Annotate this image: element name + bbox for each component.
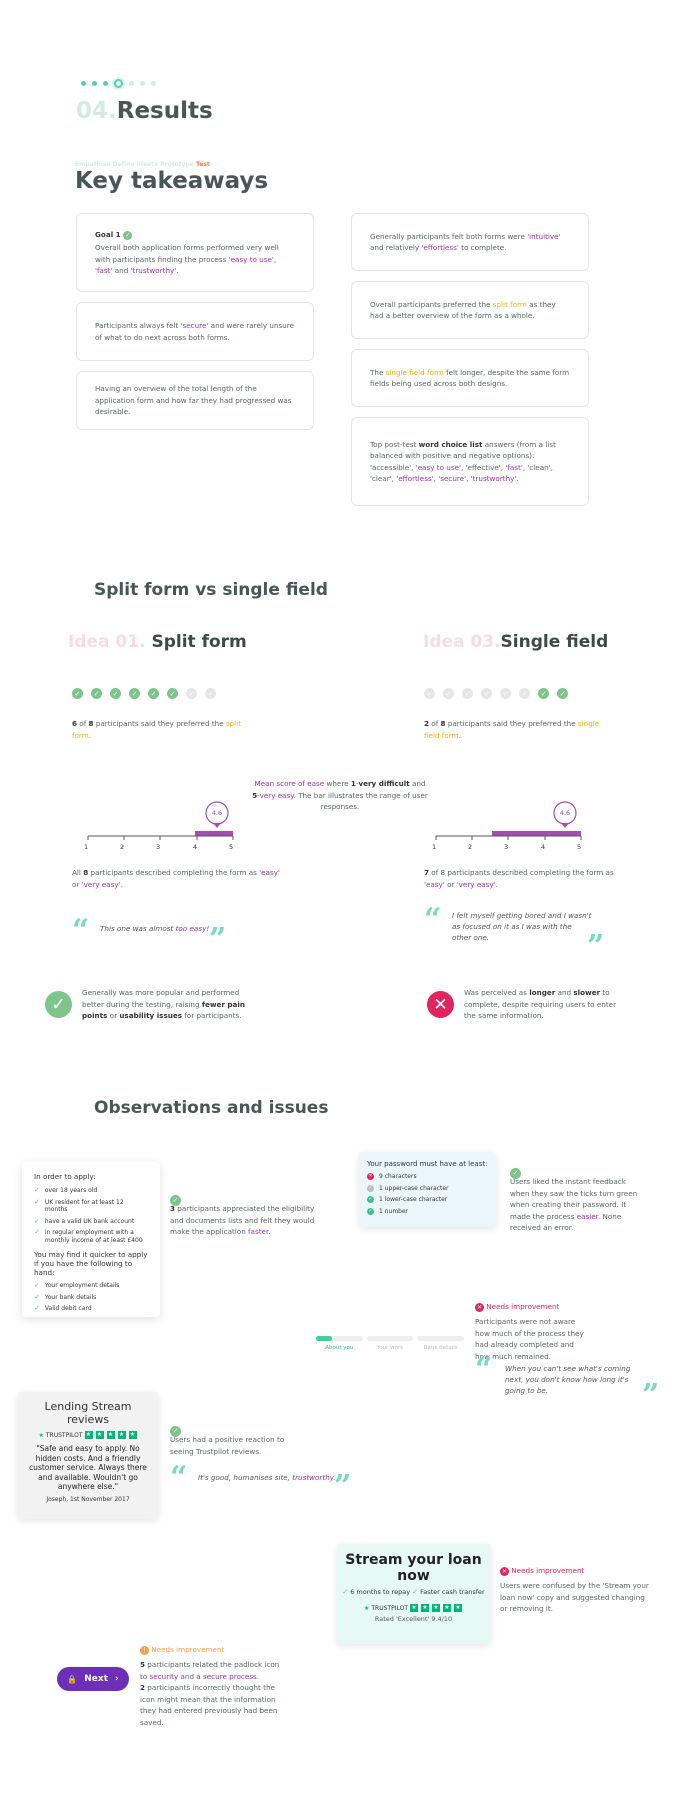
check-icon: ✓ bbox=[170, 1195, 181, 1206]
next-button[interactable]: 🔒 Next › bbox=[57, 1667, 129, 1691]
progress-dot bbox=[129, 81, 134, 86]
takeaway-card: Top post-test word choice list answers (from a list balanced with positive and negative options): 'accessible', 'easy to use', 'effective', 'fast', 'clean', 'clear', 'effortless', 'secure', 'trustworthy'. bbox=[351, 417, 589, 506]
trustpilot-badge: ★ TRUSTPILOT ★ ★ ★ ★ ★ bbox=[364, 1604, 461, 1612]
needs-improvement-label: ✕ Needs improvement bbox=[501, 1566, 585, 1575]
needs-improvement-label: ! Needs improvement bbox=[140, 1645, 224, 1655]
takeaway-card: Overall participants preferred the split form as they had a better overview of the form as a whole. bbox=[351, 281, 589, 339]
section-title: Observations and issues bbox=[94, 1098, 329, 1118]
participant-quote: This one was almost too easy! bbox=[100, 924, 210, 933]
participant-checks bbox=[424, 688, 568, 699]
list-item bbox=[367, 1196, 488, 1204]
check-icon: ✓ bbox=[34, 1216, 40, 1225]
observation-note: 5 participants related the padlock icon to security and a secure process. 2 participants incorrectly thought the icon might mean that the information they had entered previously had been saved. bbox=[140, 1660, 280, 1727]
takeaway-card: Participants always felt 'secure' and were rarely unsure of what to do next across both forms. bbox=[76, 302, 314, 361]
progress-dot-current bbox=[114, 79, 123, 88]
list-item-text: 1 lower-case character bbox=[379, 1196, 448, 1203]
progress-dots bbox=[81, 79, 156, 88]
failure-icon: ✕ bbox=[427, 991, 454, 1018]
list-item bbox=[34, 1199, 148, 1214]
participant-check-icon: ✓ bbox=[110, 688, 121, 699]
observation-note: Users had a positive reaction to seeing Trustpilot reviews. bbox=[170, 1435, 285, 1456]
participant-quote: When you can't see what's coming next, you don't know how long it's going to be. bbox=[505, 1364, 631, 1395]
progress-step: Your work bbox=[367, 1336, 414, 1351]
check-icon: ✓ bbox=[34, 1228, 40, 1236]
open-quote-icon: “ bbox=[72, 913, 90, 948]
form-progress-steps bbox=[316, 1336, 464, 1351]
list-item-text: Your bank details bbox=[44, 1293, 97, 1301]
list-item-text: in regular employment with a monthly income of at least £400 bbox=[44, 1229, 143, 1244]
participant-check-icon: ✓ bbox=[167, 688, 178, 699]
progress-step: Bank details bbox=[417, 1336, 464, 1351]
check-icon: ✓ bbox=[368, 1207, 373, 1214]
progress-step: About you bbox=[316, 1336, 363, 1351]
observation-note: 3 participants appreciated the eligibility and documents lists and felt they would make the application faster. bbox=[170, 1204, 315, 1236]
range-bar bbox=[195, 831, 233, 836]
participant-check-icon: ✓ bbox=[129, 688, 140, 699]
participant-quote: I felt myself getting bored and I wasn't as focused on it as I was with the other one. bbox=[452, 911, 592, 942]
range-bar bbox=[492, 831, 581, 836]
participant-empty-icon: ✓ bbox=[186, 688, 197, 699]
idea-heading: Idea 01. Split form bbox=[68, 632, 247, 652]
idea-heading: Idea 03.Single field bbox=[423, 632, 609, 652]
score-value: 4.6 bbox=[559, 809, 571, 817]
takeaway-card: Goal 1 ✓ Overall both application forms performed very well with participants finding the process 'easy to use', 'fast' and 'trustworthy'. bbox=[76, 213, 314, 292]
close-quote-icon: ” bbox=[587, 929, 605, 964]
preference-text: 6 of 8 participants said they preferred the split form. bbox=[72, 719, 242, 740]
participant-empty-icon: ✓ bbox=[424, 688, 435, 699]
trustpilot-badge: ★ TRUSTPILOT ★ ★ ★ ★ ★ bbox=[38, 1431, 136, 1439]
mean-score-legend: Mean score of ease where 1-very difficult and 5-very easy. The bar illustrates the range of user responses. bbox=[252, 779, 428, 811]
score-marker-pointer bbox=[213, 823, 221, 828]
check-icon: ✓ bbox=[510, 1168, 521, 1179]
list-item bbox=[34, 1305, 148, 1313]
reviews-panel: Lending Stream reviews ★ TRUSTPILOT ★ ★ ★ ★ ★ "Safe and easy to apply. No hidden costs. And a friendly customer service. Always there and available. Wouldn't go anywhere else." Joseph, 1st November 2017 bbox=[18, 1392, 158, 1519]
ease-description: All 8 participants described completing the form as 'easy' or 'very easy'. bbox=[72, 868, 280, 889]
page-title: Key takeaways bbox=[75, 168, 269, 194]
eligibility-panel: In order to apply: ✓ over 18 years old ✓ UK resident for at least 12 months ✓ have a valid UK bank account ✓ in regular employment with a monthly income of at least £400 You may find it quicker to apply if you have the following to hand: ✓ Your employment details ✓ Your bank details ✓ Valid debit card bbox=[22, 1162, 160, 1317]
score-marker-pointer bbox=[561, 823, 569, 828]
close-quote-icon: ” bbox=[209, 922, 227, 957]
takeaway-card: The single field form felt longer, despite the same form fields being used across both designs. bbox=[351, 349, 589, 407]
trustpilot-star-icon: ★ bbox=[38, 1431, 44, 1439]
summary-text: Generally was more popular and performed better during the testing, raising fewer pain points or usability issues for participants. bbox=[82, 988, 245, 1020]
participant-empty-icon: ✓ bbox=[205, 688, 216, 699]
error-icon: ✕ bbox=[368, 1173, 373, 1179]
observation-note: Users were confused by the 'Stream your loan now' copy and suggested changing or removing it. bbox=[500, 1581, 649, 1613]
progress-dot bbox=[151, 81, 156, 86]
check-icon: ✓ bbox=[34, 1186, 40, 1194]
check-icon: ✓ bbox=[125, 231, 131, 239]
participant-empty-icon: ✓ bbox=[462, 688, 473, 699]
results-heading: 04.Results bbox=[76, 98, 213, 124]
error-icon: ✕ bbox=[501, 1568, 508, 1575]
list-item bbox=[367, 1208, 488, 1216]
needs-improvement-label: ✕ Needs improvement bbox=[476, 1302, 560, 1311]
close-quote-icon: ” bbox=[334, 1469, 352, 1504]
list-item-text: Your employment details bbox=[44, 1282, 120, 1289]
list-item bbox=[34, 1229, 148, 1244]
list-item-text: 9 characters bbox=[379, 1173, 417, 1180]
participant-quote: It's good, humanises site, trustworthy. bbox=[198, 1473, 336, 1482]
list-item bbox=[367, 1185, 488, 1193]
trustpilot-star-icon: ★ bbox=[364, 1604, 370, 1612]
list-item bbox=[34, 1218, 148, 1226]
list-item-text: over 18 years old bbox=[44, 1187, 98, 1194]
check-icon: ✓ bbox=[34, 1292, 40, 1301]
list-item bbox=[34, 1294, 148, 1302]
participant-empty-icon: ✓ bbox=[500, 688, 511, 699]
password-rules-panel: Your password must have at least: ✕ 9 characters ✓ 1 upper-case character ✓ 1 lower-case character ✓ 1 number bbox=[359, 1152, 496, 1227]
check-icon: ✓ bbox=[170, 1426, 181, 1437]
padlock-icon: 🔒 bbox=[67, 1674, 78, 1684]
check-icon: ✓ bbox=[34, 1197, 40, 1206]
progress-dot bbox=[103, 81, 108, 86]
check-icon: ✓ bbox=[368, 1184, 373, 1191]
open-quote-icon: “ bbox=[475, 1352, 493, 1387]
check-icon: ✓ bbox=[368, 1196, 373, 1202]
chevron-right-icon: › bbox=[115, 1674, 119, 1684]
stream-loan-banner: Stream your loan now ✓ 6 months to repay ✓ Faster cash transfer ★ TRUSTPILOT ★ ★ ★ ★ ★ Rated 'Excellent' 9.4/10 bbox=[337, 1544, 490, 1644]
ease-description: 7 of 8 participants described completing the form as 'easy' or 'very easy'. bbox=[424, 868, 614, 889]
participant-checks bbox=[72, 688, 216, 699]
open-quote-icon: “ bbox=[170, 1460, 188, 1495]
check-icon: ✓ bbox=[412, 1588, 419, 1596]
participant-check-icon: ✓ bbox=[557, 688, 568, 699]
error-icon: ✕ bbox=[476, 1304, 483, 1311]
participant-check-icon: ✓ bbox=[91, 688, 102, 699]
participant-check-icon: ✓ bbox=[538, 688, 549, 699]
participant-check-icon: ✓ bbox=[148, 688, 159, 699]
score-value: 4.6 bbox=[211, 809, 223, 817]
list-item-text: 1 number bbox=[379, 1207, 409, 1215]
warning-icon: ! bbox=[140, 1646, 149, 1655]
participant-check-icon: ✓ bbox=[72, 688, 83, 699]
list-item-text: have a valid UK bank account bbox=[44, 1217, 135, 1225]
stage-breadcrumb: Empathise Define Ideate Prototype Test bbox=[75, 161, 210, 168]
progress-dot bbox=[81, 81, 86, 86]
open-quote-icon: “ bbox=[424, 902, 442, 937]
summary-text: Was perceived as longer and slower to complete, despite requiring users to enter the same information. bbox=[464, 988, 617, 1020]
check-icon: ✓ bbox=[34, 1304, 40, 1312]
progress-dot bbox=[140, 81, 145, 86]
participant-empty-icon: ✓ bbox=[481, 688, 492, 699]
list-item bbox=[34, 1282, 148, 1290]
participant-empty-icon: ✓ bbox=[443, 688, 454, 699]
list-item bbox=[367, 1173, 488, 1181]
list-item-text: UK resident for at least 12 months bbox=[44, 1198, 124, 1213]
section-title: Split form vs single field bbox=[94, 580, 328, 600]
progress-dot bbox=[92, 81, 97, 86]
list-item-text: 1 upper-case character bbox=[379, 1184, 449, 1192]
success-icon: ✓ bbox=[45, 991, 72, 1018]
takeaway-card: Generally participants felt both forms were 'intuitive' and relatively 'effortless' to complete. bbox=[351, 213, 589, 271]
list-item bbox=[34, 1187, 148, 1195]
takeaway-card: Having an overview of the total length of the application form and how far they had progressed was desirable. bbox=[76, 371, 314, 430]
observation-note: Users liked the instant feedback when they saw the ticks turn green when creating their password. It made the process easier. None received an error. bbox=[510, 1177, 638, 1232]
check-icon: ✓ bbox=[34, 1281, 40, 1289]
preference-text: 2 of 8 participants said they preferred the single field form. bbox=[424, 719, 600, 740]
list-item-text: Valid debit card bbox=[44, 1305, 92, 1312]
observation-note: Participants were not aware how much of the process they had already completed and how much remained. bbox=[475, 1317, 584, 1361]
close-quote-icon: ” bbox=[642, 1378, 660, 1413]
participant-empty-icon: ✓ bbox=[519, 688, 530, 699]
check-icon: ✓ bbox=[342, 1588, 349, 1596]
